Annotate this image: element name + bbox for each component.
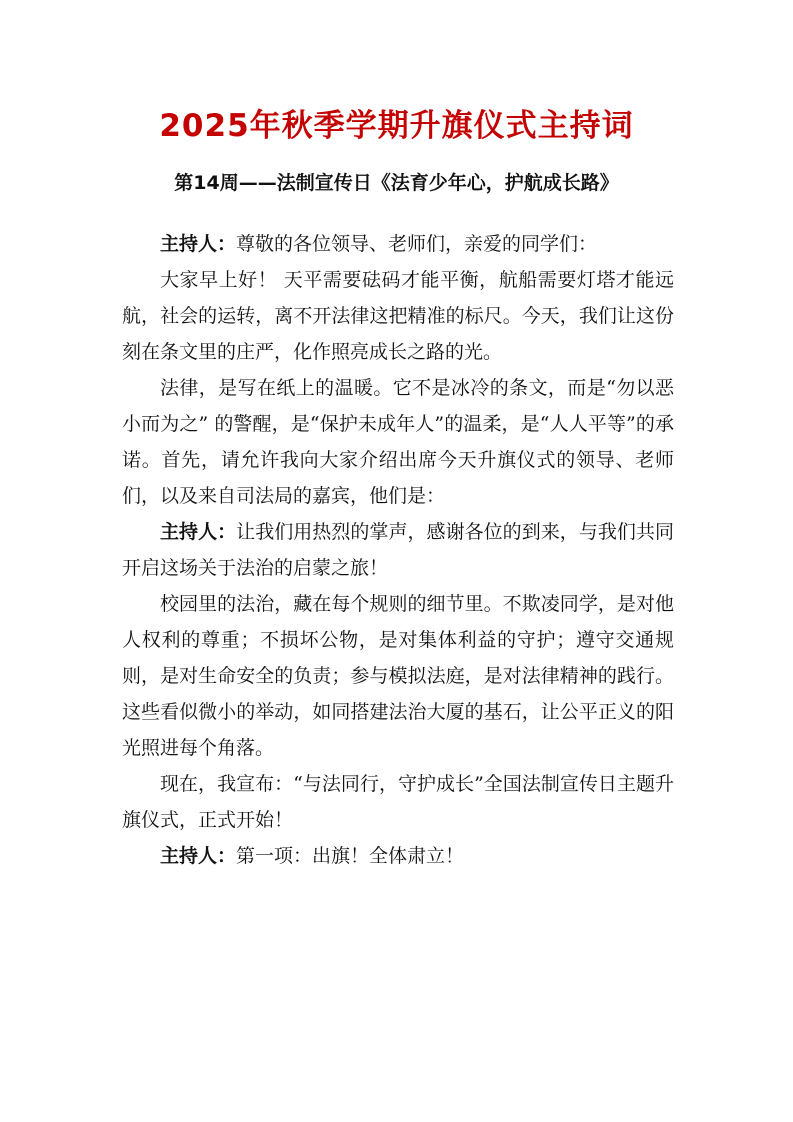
document-body [122, 226, 674, 874]
paragraph-text: 让我们用热烈的掌声，感谢各位的到来，与我们共同开启这场关于法治的启蒙之旅！ [122, 521, 674, 579]
paragraph [122, 766, 674, 838]
paragraph [122, 226, 674, 262]
document-subtitle: 第14周——法制宣传日《法育少年心，护航成长路》 [174, 172, 619, 194]
paragraph [122, 514, 674, 586]
paragraph [122, 370, 674, 514]
paragraph-text: 现在，我宣布：“与法同行，守护成长”全国法制宣传日主题升旗仪式，正式开始！ [122, 773, 674, 831]
paragraph-text: 法律，是写在纸上的温暖。它不是冰冷的条文，而是“勿以恶小而为之” 的警醒，是“保护未成年人”的温柔，是“人人平等”的承诺。首先，请允许我向大家介绍出席今天升旗仪式的领导、老师们，以及来自司法局的嘉宾，他们是： [122, 377, 674, 507]
paragraph-text: 第一项：出旗！全体肃立！ [236, 845, 465, 867]
paragraph [122, 838, 674, 874]
speaker-label: 主持人： [160, 845, 237, 867]
document-title: 2025年秋季学期升旗仪式主持词 [159, 108, 634, 144]
paragraph [122, 586, 674, 766]
speaker-label: 主持人： [160, 521, 237, 543]
paragraph-text: 校园里的法治，藏在每个规则的细节里。不欺凌同学，是对他人权利的尊重；不损坏公物，是对集体利益的守护；遵守交通规则，是对生命安全的负责；参与模拟法庭，是对法律精神的践行。这些看似微小的举动，如同搭建法治大厦的基石，让公平正义的阳光照进每个角落。 [122, 593, 674, 759]
paragraph-text: 大家早上好！ 天平需要砝码才能平衡，航船需要灯塔才能远航，社会的运转，离不开法律这把精准的标尺。今天，我们让这份刻在条文里的庄严，化作照亮成长之路的光。 [122, 269, 674, 363]
paragraph [122, 262, 674, 370]
speaker-label: 主持人： [160, 233, 237, 255]
paragraph-text: 尊敬的各位领导、老师们，亲爱的同学们： [236, 233, 598, 255]
